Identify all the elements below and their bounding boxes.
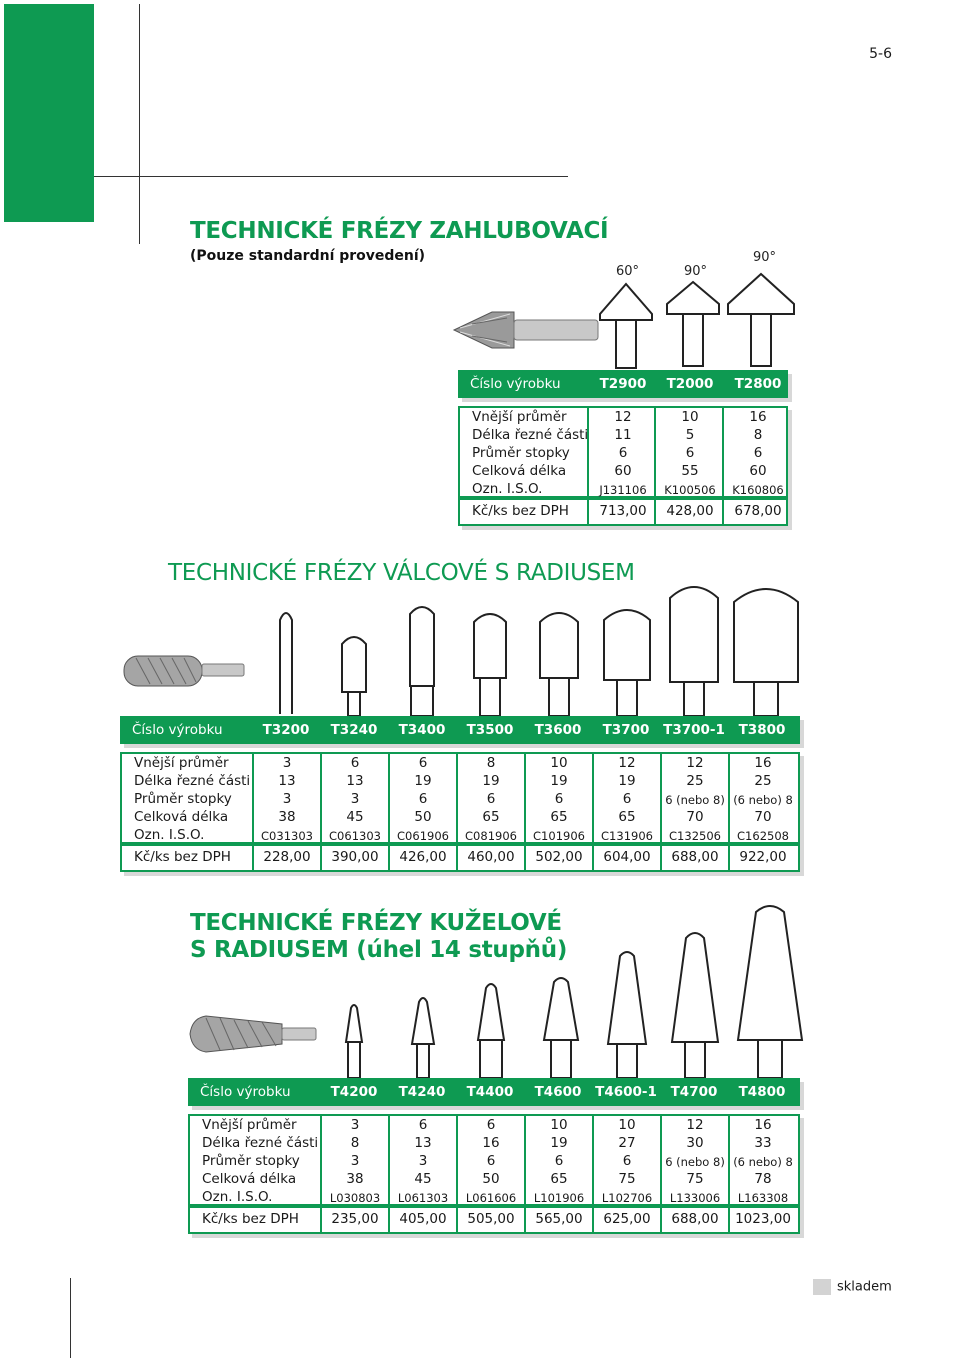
section3-table-header [188, 1078, 800, 1106]
section3-table-body [188, 1114, 800, 1206]
bur-outline-t3240 [338, 630, 370, 718]
price-cell: 460,00 [467, 849, 515, 865]
price-cell: 713,00 [599, 503, 647, 519]
cell: 3 [350, 791, 360, 807]
row-label: Délka řezné části [472, 427, 589, 443]
section1-table [458, 370, 794, 528]
cell: 10 [550, 755, 568, 771]
cell: C131906 [601, 829, 653, 843]
header-label: Číslo výrobku [132, 722, 223, 738]
cell: 45 [346, 809, 364, 825]
cell: 70 [754, 809, 772, 825]
cell: 70 [686, 809, 704, 825]
cell: 6 [622, 791, 632, 807]
cell: 50 [482, 1171, 500, 1187]
row-label: Průměr stopky [472, 445, 570, 461]
angle-label-3: 90° [753, 250, 777, 265]
cell: 10 [618, 1117, 636, 1133]
cell: 6 [486, 1117, 496, 1133]
row-label: Vnější průměr [472, 409, 567, 425]
price-cell: 678,00 [734, 503, 782, 519]
cell: C061303 [329, 829, 381, 843]
cell: (6 nebo) 8 [733, 793, 793, 807]
price-cell: 228,00 [263, 849, 311, 865]
cell: 16 [749, 409, 767, 425]
cell: K160806 [732, 483, 784, 497]
section1-title: TECHNICKÉ FRÉZY ZAHLUBOVACÍ [190, 218, 609, 244]
column-header: T2000 [666, 376, 714, 392]
price-cell: 688,00 [671, 849, 719, 865]
section2-table-header [120, 716, 800, 744]
section2-table [120, 716, 806, 874]
frame-line-horizontal [94, 176, 568, 177]
cell: 12 [686, 755, 704, 771]
cell: 25 [686, 773, 704, 789]
column-header: T4600 [534, 1084, 582, 1100]
bur-outline-t4240 [408, 992, 438, 1080]
cell: 6 [418, 755, 428, 771]
column-header: T4200 [330, 1084, 378, 1100]
cell: 13 [278, 773, 296, 789]
section2-title: TECHNICKÉ FRÉZY VÁLCOVÉ S RADIUSEM [168, 560, 635, 586]
section2-price-row [120, 844, 800, 872]
countersink-outline-t2800 [724, 270, 798, 370]
cell: 6 [350, 755, 360, 771]
cell: 8 [753, 427, 763, 443]
cell: 19 [414, 773, 432, 789]
row-label: Průměr stopky [134, 791, 232, 807]
row-label: Ozn. I.S.O. [472, 481, 543, 497]
cell: 12 [618, 755, 636, 771]
cell: 65 [618, 809, 636, 825]
section1-table-header [458, 370, 788, 398]
cell: 10 [681, 409, 699, 425]
row-label: Ozn. I.S.O. [202, 1189, 273, 1205]
row-label: Celková délka [202, 1171, 297, 1187]
cell: 3 [350, 1153, 360, 1169]
cell: 13 [414, 1135, 432, 1151]
cell: 65 [550, 809, 568, 825]
countersink-outline-t2900 [596, 280, 656, 370]
cell: 60 [614, 463, 632, 479]
cell: 6 [554, 791, 564, 807]
row-label: Celková délka [472, 463, 567, 479]
cell: 6 [418, 791, 428, 807]
cell: 19 [550, 773, 568, 789]
cell: 19 [482, 773, 500, 789]
cell: 3 [350, 1117, 360, 1133]
angle-label-1: 60° [616, 264, 640, 279]
cell: 6 (nebo 8) [665, 793, 725, 807]
price-cell: 922,00 [739, 849, 787, 865]
price-cell: 604,00 [603, 849, 651, 865]
bur-outline-t4600 [540, 972, 582, 1080]
section1-table-body [458, 406, 788, 498]
price-cell: 235,00 [331, 1211, 379, 1227]
row-label: Ozn. I.S.O. [134, 827, 205, 843]
cell: 78 [754, 1171, 772, 1187]
price-label: Kč/ks bez DPH [472, 503, 569, 519]
cell: 33 [754, 1135, 772, 1151]
cell: 19 [618, 773, 636, 789]
cell: L133006 [669, 1191, 721, 1205]
bur-outline-t3700 [600, 600, 654, 718]
row-label: Vnější průměr [202, 1117, 297, 1133]
cell: 6 [418, 1117, 428, 1133]
cell: 6 [685, 445, 695, 461]
bur-outline-t3600 [536, 604, 582, 718]
cell: 16 [482, 1135, 500, 1151]
cell: L102706 [601, 1191, 653, 1205]
price-cell: 625,00 [603, 1211, 651, 1227]
cell: K100506 [664, 483, 716, 497]
cell: L061303 [397, 1191, 449, 1205]
cell: L030803 [329, 1191, 381, 1205]
cell: 3 [282, 755, 292, 771]
cell: 6 [753, 445, 763, 461]
cell: L163308 [737, 1191, 789, 1205]
cell: 11 [614, 427, 632, 443]
countersink-bur-photo [452, 300, 602, 360]
cell: 6 (nebo 8) [665, 1155, 725, 1169]
column-header: T3600 [534, 722, 582, 738]
cell: 27 [618, 1135, 636, 1151]
conical-bur-photo [186, 1010, 320, 1060]
price-cell: 565,00 [535, 1211, 583, 1227]
angle-label-2: 90° [684, 264, 708, 279]
cell: J131106 [599, 483, 647, 497]
column-header: T4240 [398, 1084, 446, 1100]
cell: 13 [346, 773, 364, 789]
bur-outline-t4800 [734, 898, 806, 1080]
column-header: T3200 [262, 722, 310, 738]
cell: 12 [614, 409, 632, 425]
price-cell: 405,00 [399, 1211, 447, 1227]
bur-outline-t4200 [342, 1000, 366, 1080]
frame-line-bottom [70, 1278, 71, 1358]
legend-swatch [813, 1279, 831, 1295]
cell: 75 [686, 1171, 704, 1187]
legend [813, 1279, 892, 1295]
section3-price-row [188, 1206, 800, 1234]
cell: 65 [482, 809, 500, 825]
cell: 8 [350, 1135, 360, 1151]
column-header: T2900 [599, 376, 647, 392]
row-label: Průměr stopky [202, 1153, 300, 1169]
section3-heading [190, 910, 567, 963]
cell: (6 nebo) 8 [733, 1155, 793, 1169]
section1-subtitle: (Pouze standardní provedení) [190, 248, 426, 264]
cell: 3 [282, 791, 292, 807]
column-header: T4800 [738, 1084, 786, 1100]
cell: 10 [550, 1117, 568, 1133]
cell: C031303 [261, 829, 313, 843]
cell: 30 [686, 1135, 704, 1151]
cell: 6 [554, 1153, 564, 1169]
cell: C162508 [737, 829, 789, 843]
column-header: T3800 [738, 722, 786, 738]
column-header: T2800 [734, 376, 782, 392]
cell: 38 [346, 1171, 364, 1187]
row-label: Celková délka [134, 809, 229, 825]
row-label: Délka řezné části [134, 773, 251, 789]
column-header: T4700 [670, 1084, 718, 1100]
cylindrical-bur-photo [122, 652, 248, 692]
cell: L061606 [465, 1191, 517, 1205]
cell: 65 [550, 1171, 568, 1187]
cell: C101906 [533, 829, 585, 843]
frame-line-vertical [139, 4, 140, 244]
price-cell: 428,00 [666, 503, 714, 519]
page-number: 5-6 [869, 46, 892, 62]
bur-outline-t3200 [276, 606, 296, 716]
cell: 60 [749, 463, 767, 479]
bur-outline-t3400 [406, 600, 438, 718]
cell: 5 [685, 427, 695, 443]
column-header: T3700 [602, 722, 650, 738]
countersink-outline-t2000 [663, 278, 723, 370]
section3-title-line2: S RADIUSEM (úhel 14 stupňů) [190, 937, 568, 963]
cell: C061906 [397, 829, 449, 843]
price-cell: 390,00 [331, 849, 379, 865]
price-cell: 502,00 [535, 849, 583, 865]
column-header: T3240 [330, 722, 378, 738]
price-cell: 688,00 [671, 1211, 719, 1227]
section1-price-row [458, 498, 788, 526]
header-label: Číslo výrobku [200, 1084, 291, 1100]
column-header: T4600-1 [595, 1084, 657, 1100]
price-label: Kč/ks bez DPH [134, 849, 231, 865]
price-cell: 426,00 [399, 849, 447, 865]
section3-title-line1: TECHNICKÉ FRÉZY KUŽELOVÉ [190, 910, 562, 936]
cell: 55 [681, 463, 699, 479]
column-header: T4400 [466, 1084, 514, 1100]
bur-outline-t4600-1 [604, 946, 650, 1080]
row-label: Délka řezné části [202, 1135, 319, 1151]
corner-color-block [4, 4, 94, 222]
cell: 45 [414, 1171, 432, 1187]
cell: 19 [550, 1135, 568, 1151]
cell: 3 [418, 1153, 428, 1169]
cell: C081906 [465, 829, 517, 843]
bur-outline-t3500 [470, 606, 510, 718]
column-header: T3500 [466, 722, 514, 738]
cell: 16 [754, 755, 772, 771]
column-header: T3400 [398, 722, 446, 738]
cell: 6 [486, 1153, 496, 1169]
cell: 6 [618, 445, 628, 461]
cell: 50 [414, 809, 432, 825]
cell: L101906 [533, 1191, 585, 1205]
section1-heading [190, 218, 608, 264]
bur-outline-t4700 [668, 926, 722, 1080]
section3-table [188, 1078, 806, 1236]
cell: 75 [618, 1171, 636, 1187]
bur-outline-t4400 [474, 978, 508, 1080]
row-label: Vnější průměr [134, 755, 229, 771]
cell: 6 [486, 791, 496, 807]
bur-outline-t3800 [730, 576, 802, 718]
cell: C132506 [669, 829, 721, 843]
cell: 38 [278, 809, 296, 825]
price-cell: 1023,00 [735, 1211, 791, 1227]
cell: 12 [686, 1117, 704, 1133]
cell: 8 [486, 755, 496, 771]
price-label: Kč/ks bez DPH [202, 1211, 299, 1227]
cell: 16 [754, 1117, 772, 1133]
price-cell: 505,00 [467, 1211, 515, 1227]
section2-table-body [120, 752, 800, 844]
bur-outline-t3700-1 [666, 576, 722, 718]
legend-label: skladem [837, 1279, 892, 1295]
header-label: Číslo výrobku [470, 376, 561, 392]
cell: 6 [622, 1153, 632, 1169]
cell: 25 [754, 773, 772, 789]
column-header: T3700-1 [663, 722, 725, 738]
